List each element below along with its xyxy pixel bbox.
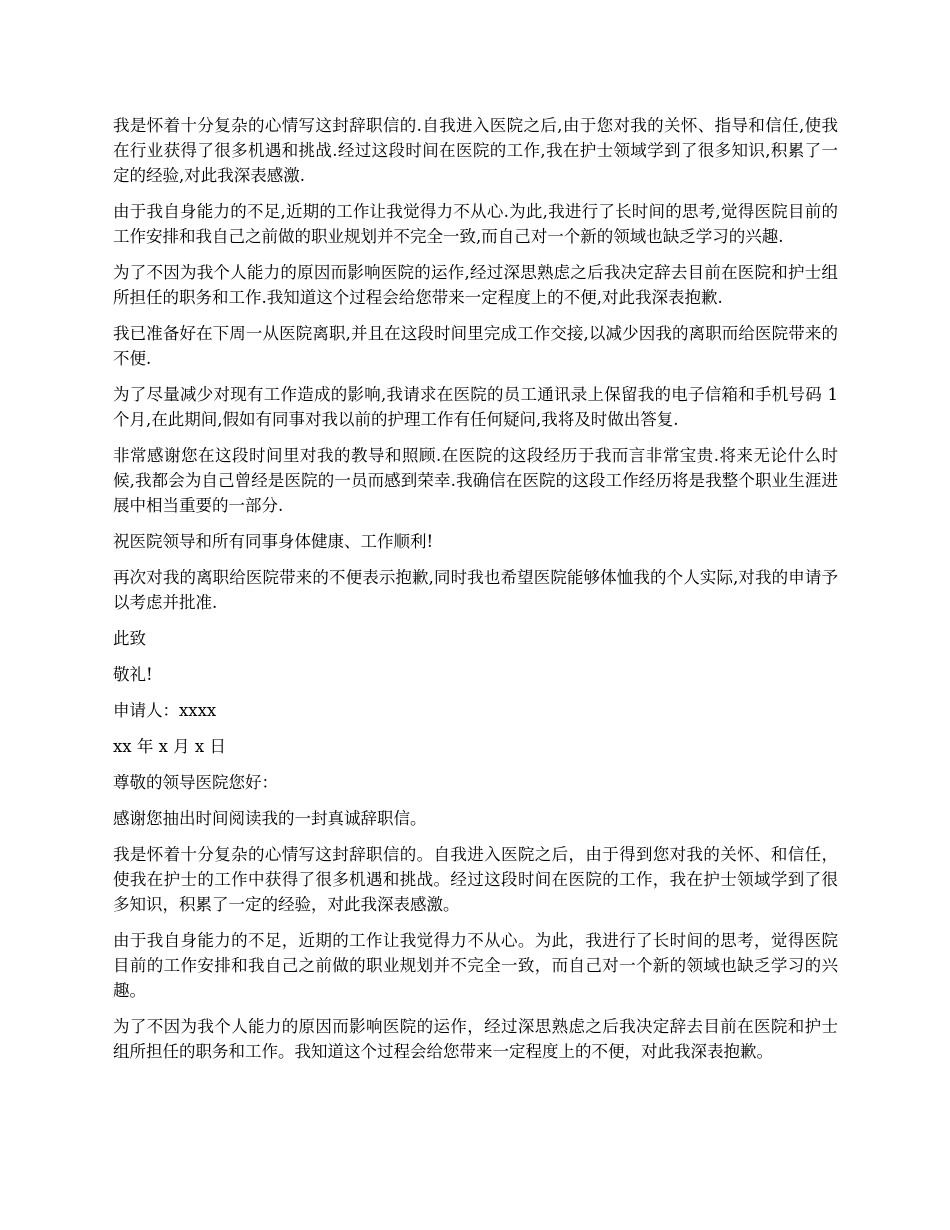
paragraph-reason: 由于我自身能力的不足,近期的工作让我觉得力不从心.为此,我进行了长时间的思考,觉得医院目前的工作安排和我自己之前做的职业规划并不完全一致,而自己对一个新的领域也缺乏学习的兴趣. — [113, 202, 838, 246]
letter-date: xx 年 x 月 x 日 — [113, 737, 226, 756]
paragraph-thanks: 非常感谢您在这段时间里对我的教导和照顾.在医院的这段经历于我而言非常宝贵.将来无论什么时候,我都会为自己曾经是医院的一员而感到荣幸.我确信在医院的这段工作经历将是我整个职业生涯进展中相当重要的一部分. — [113, 446, 838, 515]
paragraph-apology: 再次对我的离职给医院带来的不便表示抱歉,同时我也希望医院能够体恤我的个人实际,对我的申请予以考虑并批准. — [113, 568, 838, 612]
closing-salutation: 此致 — [113, 629, 146, 648]
second-letter-decision: 为了不因为我个人能力的原因而影响医院的运作，经过深思熟虑之后我决定辞去目前在医院和护士组所担任的职务和工作。我知道这个过程会给您带来一定程度上的不便，对此我深表抱歉。 — [113, 1017, 838, 1061]
second-letter-opening: 我是怀着十分复杂的心情写这封辞职信的。自我进入医院之后，由于得到您对我的关怀、和信任，使我在护士的工作中获得了很多机遇和挑战。经过这段时间在医院的工作，我在护士领域学到了很多知识，积累了一定的经验，对此我深表感激。 — [113, 845, 838, 914]
second-letter-greeting: 尊敬的领导医院您好： — [113, 773, 278, 792]
paragraph-handover: 我已准备好在下周一从医院离职,并且在这段时间里完成工作交接,以减少因我的离职而给医院带来的不便. — [113, 324, 838, 368]
applicant-name: 申请人：xxxx — [113, 701, 217, 720]
paragraph-decision: 为了不因为我个人能力的原因而影响医院的运作,经过深思熟虑之后我决定辞去目前在医院和护士组所担任的职务和工作.我知道这个过程会给您带来一定程度上的不便,对此我深表抱歉. — [113, 263, 838, 307]
second-letter-thanks: 感谢您抽出时间阅读我的一封真诚辞职信。 — [113, 809, 427, 828]
paragraph-opening: 我是怀着十分复杂的心情写这封辞职信的.自我进入医院之后,由于您对我的关怀、指导和信任,使我在行业获得了很多机遇和挑战.经过这段时间在医院的工作,我在护士领域学到了很多知识,积累了一定的经验,对此我深表感激. — [113, 116, 838, 185]
closing-regards: 敬礼! — [113, 665, 153, 684]
paragraph-wishes: 祝医院领导和所有同事身体健康、工作顺利! — [113, 532, 434, 551]
document-body — [113, 113, 838, 1075]
paragraph-contact: 为了尽量减少对现有工作造成的影响,我请求在医院的员工通讯录上保留我的电子信箱和手机号码 1 个月,在此期间,假如有同事对我以前的护理工作有任何疑问,我将及时做出答复. — [113, 385, 838, 429]
second-letter-reason: 由于我自身能力的不足，近期的工作让我觉得力不从心。为此，我进行了长时间的思考，觉得医院目前的工作安排和我自己之前做的职业规划并不完全一致，而自己对一个新的领域也缺乏学习的兴趣。 — [113, 931, 838, 1000]
